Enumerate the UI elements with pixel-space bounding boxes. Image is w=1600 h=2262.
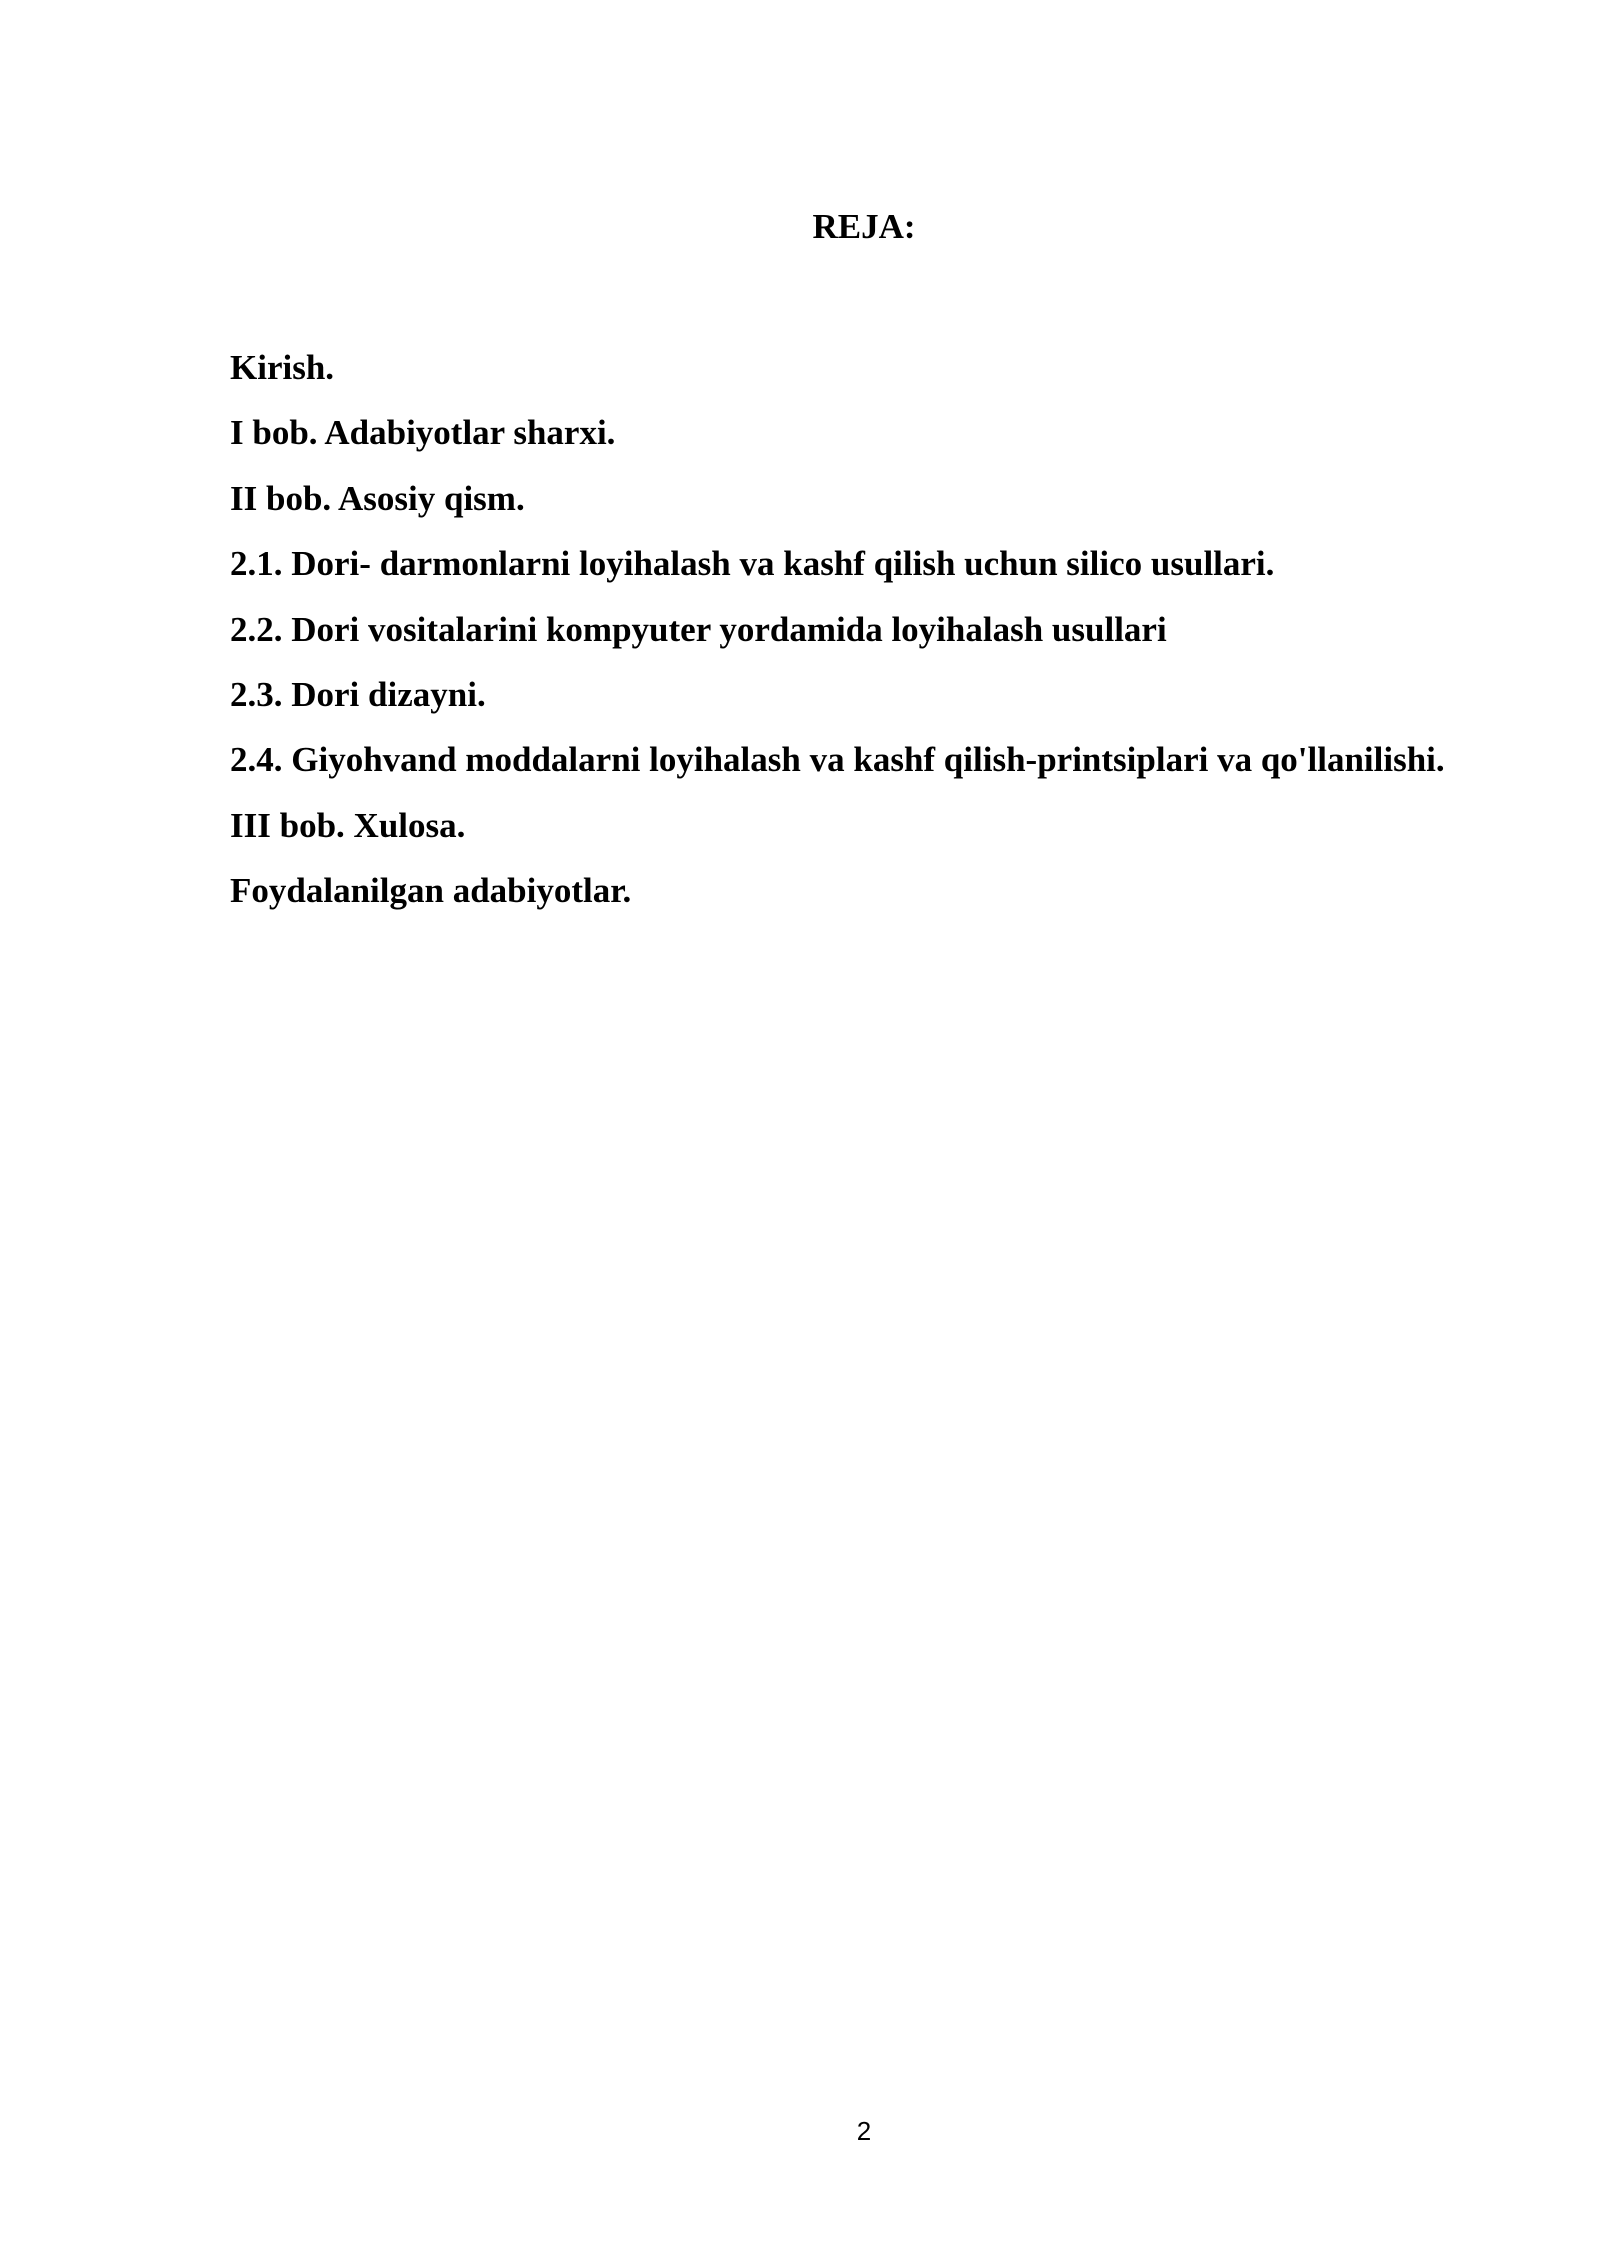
toc-item-chapter-3: III bob. Xulosa. xyxy=(230,805,466,845)
table-of-contents xyxy=(230,335,1495,924)
toc-item-chapter-2: II bob. Asosiy qism. xyxy=(230,478,525,518)
toc-item-references: Foydalanilgan adabiyotlar. xyxy=(230,871,632,911)
toc-item-section-2-1: 2.1. Dori- darmonlarni loyihalash va kashf qilish uchun silico usullari. xyxy=(230,544,1275,584)
toc-item-section-2-2: 2.2. Dori vositalarini kompyuter yordamida loyihalash usullari xyxy=(230,609,1167,649)
page-number: 2 xyxy=(856,2116,872,2146)
toc-item-chapter-1: I bob. Adabiyotlar sharxi. xyxy=(230,413,616,453)
toc-item-section-2-3: 2.3. Dori dizayni. xyxy=(230,675,486,715)
page-title: REJA: xyxy=(812,207,916,246)
toc-item-introduction: Kirish. xyxy=(230,348,335,387)
toc-item-section-2-4: 2.4. Giyohvand moddalarni loyihalash va kashf qilish-printsiplari va qo'llanilishi. xyxy=(230,740,1445,780)
